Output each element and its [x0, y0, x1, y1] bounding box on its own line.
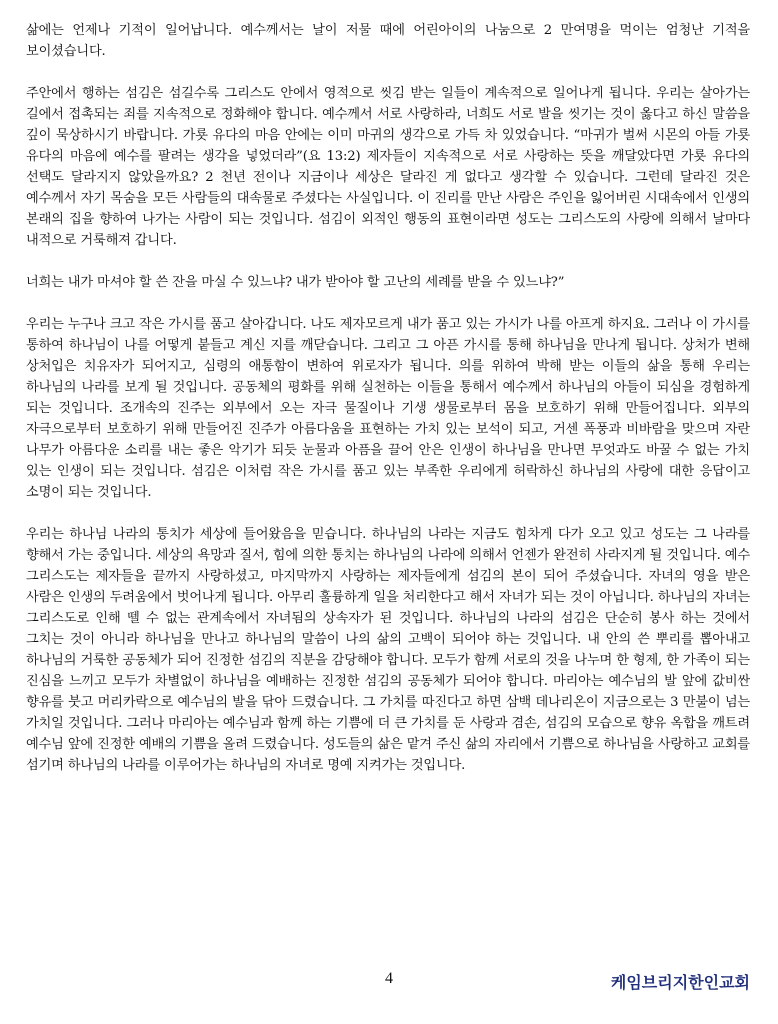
paragraph-service: 주안에서 행하는 섬김은 섬길수록 그리스도 안에서 영적으로 씻김 받는 일들이 계속적으로 일어나게 됩니다. 우리는 살아가는 길에서 접촉되는 죄를 지속적으로 정화해야 합니다. 예수께서 서로 사랑하라, 너희도 서로 발을 씻기는 것이 옳다고 하신 말씀을 깊이 묵상하시기 바랍니다. 가룟 유다의 마음 안에는 이미 마귀의 생각으로 가득 차 있었습니다. “마귀가 벌써 시몬의 아들 가룟 유다의 마음에 예수를 팔려는 생각을 넣었더라”(요 13:2) 제자들이 지속적으로 서로 사랑하는 뜻을 깨달았다면 가룟 유다의 선택도 달라지지 않았을까요? 2 천년 전이나 지금이나 세상은 달라진 게 없다고 생각할 수 있습니다. 그런데 달라진 것은 예수께서 자기 목숨을 모든 사람들의 대속물로 주셨다는 사실입니다. 이 진리를 만난 사람은 주인을 잃어버린 시대속에서 인생의 본래의 집을 향하여 나가는 사람이 되는 것입니다. 섬김이 외적인 행동의 표현이라면 성도는 그리스도의 사랑에 의해서 날마다 내적으로 거룩해져 갑니다.	[26, 86, 750, 248]
page-number: 4	[385, 970, 393, 987]
paragraph-miracle: 삶에는 언제나 기적이 일어납니다. 예수께서는 날이 저물 때에 어린아이의 나눔으로 2 만여명을 먹이는 엄청난 기적을 보이셨습니다.	[26, 23, 750, 59]
paragraph-quote: 너희는 내가 마셔야 할 쓴 잔을 마실 수 있느냐? 내가 받아야 할 고난의 세례를 받을 수 있느냐?”	[26, 275, 565, 290]
paragraph-thorns: 우리는 누구나 크고 작은 가시를 품고 살아갑니다. 나도 제자모르게 내가 품고 있는 가시가 나를 아프게 하지요. 그러나 이 가시를 통하여 하나님이 나를 어떻게 붙들고 계신 지를 깨닫습니다. 그리고 그 아픈 가시를 통해 하나님을 만나게 됩니다. 상처가 변해 상처입은 치유자가 되어지고, 심령의 애통함이 변하여 위로자가 됩니다. 의를 위하여 박해 받는 이들의 삶을 통해 우리는 하나님의 나라를 보게 될 것입니다. 공동체의 평화를 위해 실천하는 이들을 통해서 예수께서 하나님의 아들이 되심을 경험하게 되는 것입니다. 조개속의 진주는 외부에서 오는 자극 물질이나 기생 생물로부터 몸을 보호하기 위해 만들어집니다. 외부의 자극으로부터 보호하기 위해 만들어진 진주가 아름다움을 표현하는 가치 있는 보석이 되고, 거센 폭풍과 비바람을 맞으며 자란 나무가 아름다운 소리를 내는 좋은 악기가 되듯 눈물과 아픔을 끌어 안은 인생이 하나님을 만나면 무엇과도 바꿀 수 없는 가치 있는 인생이 되는 것입니다. 섬김은 이처럼 작은 가시를 품고 있는 부족한 우리에게 허락하신 하나님의 사랑에 대한 응답이고 소명이 되는 것입니다.	[26, 317, 750, 500]
paragraph-kingdom: 우리는 하나님 나라의 통치가 세상에 들어왔음을 믿습니다. 하나님의 나라는 지금도 힘차게 다가 오고 있고 성도는 그 나라를 향해서 가는 중입니다. 세상의 욕망과 질서, 힘에 의한 통치는 하나님의 나라에 의해서 언젠가 완전히 사라지게 될 것입니다. 예수 그리스도는 제자들을 끝까지 사랑하셨고, 마지막까지 사랑하는 제자들에게 섬김의 본이 되어 주셨습니다. 자녀의 영을 받은 사람은 인생의 두려움에서 벗어나게 됩니다. 아무리 훌륭하게 일을 처리한다고 해서 자녀가 되는 것이 아닙니다. 하나님의 자녀는 그리스도로 인해 뗄 수 없는 관계속에서 자녀됨의 상속자가 된 것입니다. 하나님의 나라의 섬김은 단순히 봉사 하는 것에서 그치는 것이 아니라 하나님을 만나고 하나님의 말씀이 나의 삶의 고백이 되어야 하는 것입니다. 내 안의 쓴 뿌리를 뽑아내고 하나님의 거룩한 공동체가 되어 진정한 섬김의 직분을 감당해야 합니다. 모두가 함께 서로의 것을 나누며 한 형제, 한 가족이 되는 진심을 느끼고 모두가 차별없이 하나님을 예배하는 진정한 섬김의 공동체가 되어야 합니다. 마리아는 예수님의 발 앞에 값비싼 향유를 붓고 머리카락으로 예수님의 발을 닦아 드렸습니다. 그 가치를 따진다고 하면 삼백 데나리온이 지금으로는 3 만불이 넘는 가치일 것입니다. 그러나 마리아는 예수님과 함께 하는 기쁨에 더 큰 가치를 둔 사랑과 겸손, 섬김의 모습으로 향유 옥합을 깨트려 예수님 앞에 진정한 예배의 기쁨을 올려 드렸습니다. 성도들의 삶은 맡겨 주신 삶의 자리에서 기쁨으로 하나님을 사랑하고 교회를 섬기며 하나님의 나라를 이루어가는 하나님의 자녀로 명예 지켜가는 것입니다.	[26, 527, 750, 773]
church-name: 케임브리지한인교회	[610, 973, 750, 992]
document-body	[26, 20, 750, 797]
